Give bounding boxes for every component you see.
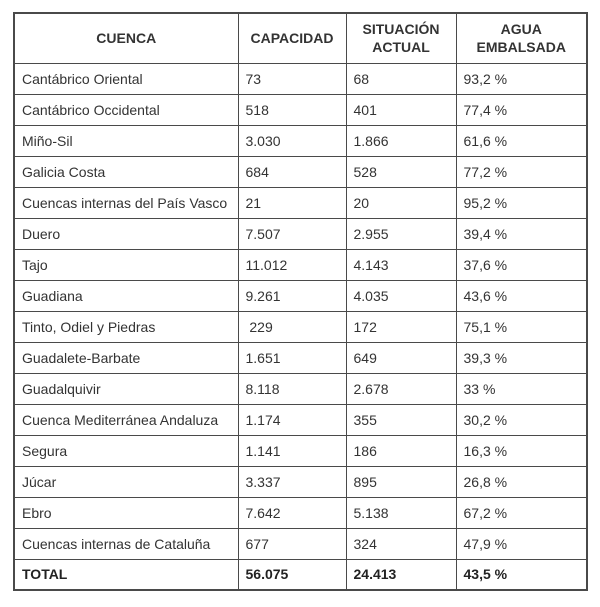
cell-cuenca: Tajo (14, 249, 238, 280)
cell-capacidad: 8.118 (238, 373, 346, 404)
cell-capacidad: 7.507 (238, 218, 346, 249)
table-row (14, 63, 587, 94)
cell-cuenca: Miño-Sil (14, 125, 238, 156)
cell-capacidad: 21 (238, 187, 346, 218)
cell-cuenca: Cantábrico Oriental (14, 63, 238, 94)
cell-agua-embalsada: 61,6 % (456, 125, 587, 156)
cell-cuenca: Galicia Costa (14, 156, 238, 187)
table-row (14, 125, 587, 156)
table-row (14, 404, 587, 435)
table-row (14, 218, 587, 249)
cell-situacion-actual: 649 (346, 342, 456, 373)
cell-situacion-actual: 324 (346, 528, 456, 559)
cell-capacidad: 1.174 (238, 404, 346, 435)
cell-situacion-actual: 401 (346, 94, 456, 125)
cell-situacion-actual: 1.866 (346, 125, 456, 156)
cell-cuenca: Júcar (14, 466, 238, 497)
cell-capacidad: 518 (238, 94, 346, 125)
cell-agua-embalsada: 33 % (456, 373, 587, 404)
cell-agua-embalsada: 95,2 % (456, 187, 587, 218)
cell-agua-embalsada: 47,9 % (456, 528, 587, 559)
cell-agua-embalsada: 16,3 % (456, 435, 587, 466)
cell-situacion-actual: 2.955 (346, 218, 456, 249)
table-row (14, 466, 587, 497)
table-row (14, 435, 587, 466)
cell-cuenca: Duero (14, 218, 238, 249)
cell-situacion-actual: 528 (346, 156, 456, 187)
table-row (14, 497, 587, 528)
cell-agua-embalsada: 75,1 % (456, 311, 587, 342)
cell-situacion-actual: 68 (346, 63, 456, 94)
header-capacidad: CAPACIDAD (238, 13, 346, 63)
cell-cuenca: Tinto, Odiel y Piedras (14, 311, 238, 342)
table-row (14, 187, 587, 218)
cell-cuenca: Ebro (14, 497, 238, 528)
cell-agua-embalsada: 93,2 % (456, 63, 587, 94)
cell-agua-embalsada: 30,2 % (456, 404, 587, 435)
cell-cuenca: TOTAL (14, 559, 238, 590)
cell-situacion-actual: 5.138 (346, 497, 456, 528)
cell-situacion-actual: 172 (346, 311, 456, 342)
cell-capacidad: 684 (238, 156, 346, 187)
cell-cuenca: Guadalquivir (14, 373, 238, 404)
cell-situacion-actual: 895 (346, 466, 456, 497)
cell-agua-embalsada: 43,5 % (456, 559, 587, 590)
cell-capacidad: 9.261 (238, 280, 346, 311)
header-situacion-actual: SITUACIÓN ACTUAL (346, 13, 456, 63)
cell-situacion-actual: 4.035 (346, 280, 456, 311)
cell-capacidad: 1.141 (238, 435, 346, 466)
cell-capacidad: 677 (238, 528, 346, 559)
cell-cuenca: Cuencas internas de Cataluña (14, 528, 238, 559)
cell-agua-embalsada: 26,8 % (456, 466, 587, 497)
cell-cuenca: Segura (14, 435, 238, 466)
cell-cuenca: Cuencas internas del País Vasco (14, 187, 238, 218)
cell-agua-embalsada: 67,2 % (456, 497, 587, 528)
header-agua-embalsada: AGUA EMBALSADA (456, 13, 587, 63)
reservoir-table (13, 12, 588, 591)
cell-agua-embalsada: 77,2 % (456, 156, 587, 187)
cell-capacidad: 56.075 (238, 559, 346, 590)
cell-situacion-actual: 24.413 (346, 559, 456, 590)
cell-cuenca: Cantábrico Occidental (14, 94, 238, 125)
cell-situacion-actual: 20 (346, 187, 456, 218)
cell-capacidad: 3.337 (238, 466, 346, 497)
cell-cuenca: Cuenca Mediterránea Andaluza (14, 404, 238, 435)
cell-agua-embalsada: 39,4 % (456, 218, 587, 249)
cell-capacidad: 229 (238, 311, 346, 342)
cell-capacidad: 11.012 (238, 249, 346, 280)
table-body (14, 63, 587, 590)
table-row (14, 373, 587, 404)
cell-capacidad: 73 (238, 63, 346, 94)
table-row (14, 311, 587, 342)
cell-capacidad: 1.651 (238, 342, 346, 373)
header-cuenca: CUENCA (14, 13, 238, 63)
table-row (14, 342, 587, 373)
cell-agua-embalsada: 37,6 % (456, 249, 587, 280)
cell-cuenca: Guadalete-Barbate (14, 342, 238, 373)
cell-agua-embalsada: 39,3 % (456, 342, 587, 373)
cell-situacion-actual: 355 (346, 404, 456, 435)
cell-situacion-actual: 2.678 (346, 373, 456, 404)
cell-capacidad: 3.030 (238, 125, 346, 156)
table-header (14, 13, 587, 63)
cell-capacidad: 7.642 (238, 497, 346, 528)
cell-situacion-actual: 186 (346, 435, 456, 466)
cell-situacion-actual: 4.143 (346, 249, 456, 280)
header-row (14, 13, 587, 63)
cell-agua-embalsada: 77,4 % (456, 94, 587, 125)
table-row (14, 280, 587, 311)
table-row (14, 156, 587, 187)
cell-cuenca: Guadiana (14, 280, 238, 311)
cell-agua-embalsada: 43,6 % (456, 280, 587, 311)
table-row (14, 528, 587, 559)
table-row (14, 249, 587, 280)
table-row (14, 94, 587, 125)
total-row (14, 559, 587, 590)
